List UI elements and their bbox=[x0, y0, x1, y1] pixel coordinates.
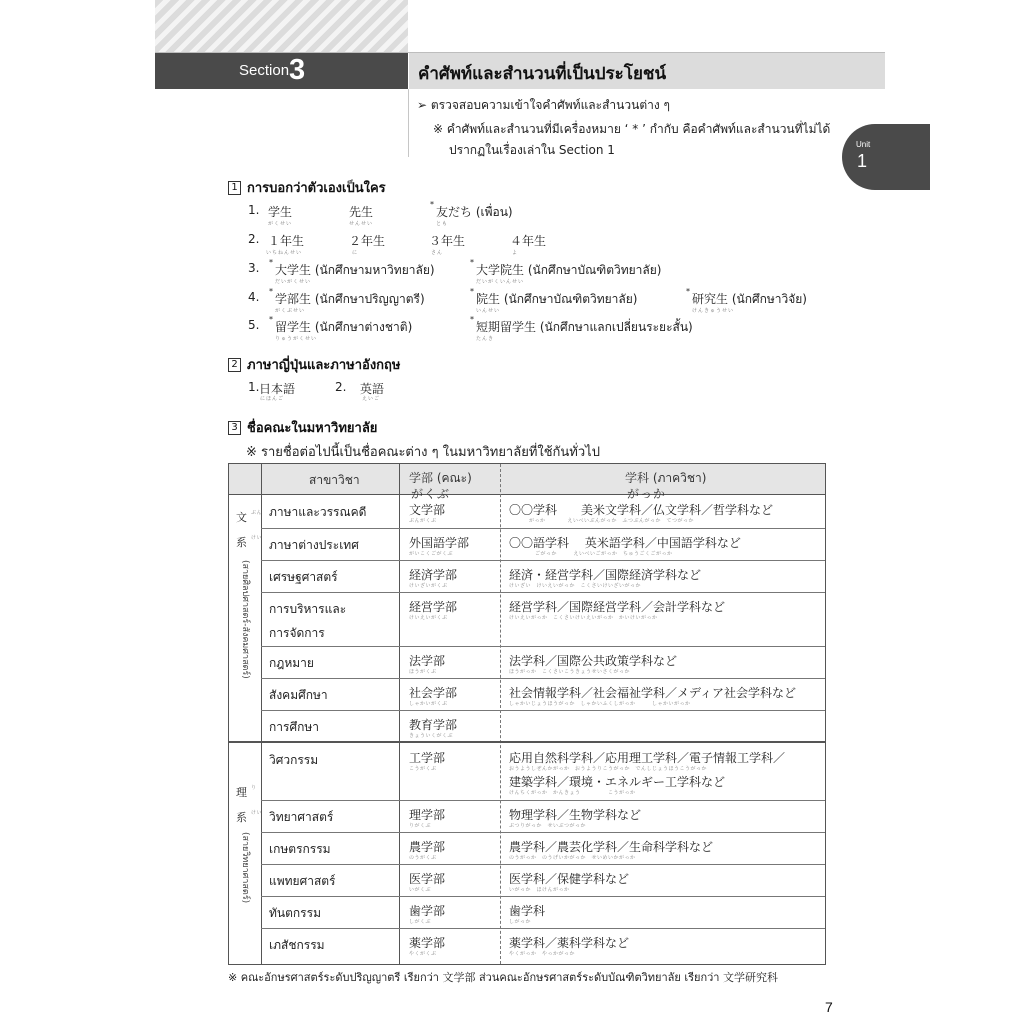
group-1-char-b: 系 bbox=[236, 536, 247, 549]
vocab-item: 短期留学生 (นักศึกษาแลกเปลี่ยนระยะสั้น) bbox=[476, 320, 693, 334]
section-2-title: ภาษาญี่ปุ่นและภาษาอังกฤษ bbox=[247, 358, 401, 373]
furigana: がいこくごがくぶ bbox=[409, 551, 454, 557]
dept-list: 経済・経営学科／国際経済学科など bbox=[509, 568, 702, 582]
furigana: がっか bbox=[627, 487, 667, 501]
furigana: しがくぶ bbox=[409, 919, 432, 925]
furigana: りがくぶ bbox=[409, 823, 432, 829]
field-name: สังคมศึกษา bbox=[269, 688, 328, 702]
header-decoration bbox=[155, 0, 408, 52]
furigana: だいがくいんせい bbox=[476, 279, 525, 285]
faculty-table bbox=[228, 463, 826, 965]
furigana: ほうがくぶ bbox=[409, 669, 437, 675]
furigana: しゃかいがくぶ bbox=[409, 701, 448, 707]
asterisk: * bbox=[269, 287, 273, 296]
field-name: ทันตกรรม bbox=[269, 906, 321, 920]
section-1-number: 1 bbox=[228, 181, 241, 195]
furigana: り bbox=[251, 785, 257, 791]
field-name: การจัดการ bbox=[269, 626, 325, 640]
furigana: さん bbox=[431, 250, 444, 256]
asterisk: * bbox=[470, 315, 474, 324]
row-number: 3. bbox=[248, 261, 260, 275]
furigana: けいざい けいえいがっか こくさいけいざいがっか bbox=[509, 583, 642, 589]
field-name: การศึกษา bbox=[269, 720, 319, 734]
furigana: いがくぶ bbox=[409, 887, 432, 893]
vocab-item: 友だち (เพื่อน) bbox=[436, 205, 513, 219]
furigana: せんせい bbox=[349, 221, 374, 227]
asterisk: * bbox=[269, 258, 273, 267]
vocab-item: 留学生 (นักศึกษาต่างชาติ) bbox=[275, 320, 413, 334]
unit-number: 1 bbox=[857, 151, 868, 171]
group-1-thai-label: (สายศิลปศาสตร์-สังคมศาสตร์) bbox=[240, 560, 250, 679]
furigana: にほんご bbox=[260, 396, 285, 402]
dept-list: 薬学科／薬科学科など bbox=[509, 936, 630, 950]
furigana: ぶんがくぶ bbox=[409, 518, 437, 524]
dept-list: 歯学科 bbox=[509, 904, 546, 918]
vocab-item: ２年生 bbox=[349, 234, 386, 248]
faculty-name: 教育学部 bbox=[409, 718, 458, 732]
field-name: เภสัชกรรม bbox=[269, 938, 325, 952]
dept-list: 応用自然科学科／応用理工学科／電子情報工学科／ bbox=[509, 751, 786, 765]
field-name: เกษตรกรรม bbox=[269, 842, 331, 856]
furigana: けんちくがっか かんきょう こうがっか bbox=[509, 790, 636, 796]
furigana: ほうがっか こくさいこうきょうせいさくがっか bbox=[509, 669, 631, 675]
asterisk: * bbox=[470, 258, 474, 267]
field-name: วิทยาศาสตร์ bbox=[269, 810, 334, 824]
section-1-title: การบอกว่าตัวเองเป็นใคร bbox=[247, 181, 386, 196]
faculty-name: 農学部 bbox=[409, 840, 446, 854]
furigana: ぶつりがっか せいぶつがっか bbox=[509, 823, 587, 829]
furigana: きょういくがくぶ bbox=[409, 733, 454, 739]
furigana: がくぶ bbox=[411, 487, 451, 501]
vocab-item: 英語 bbox=[360, 382, 385, 396]
furigana: やくがっか やっかがっか bbox=[509, 951, 576, 957]
faculty-name: 社会学部 bbox=[409, 686, 458, 700]
furigana: に bbox=[352, 250, 359, 256]
faculty-name: 経済学部 bbox=[409, 568, 458, 582]
vocab-item: 研究生 (นักศึกษาวิจัย) bbox=[692, 292, 807, 306]
asterisk: * bbox=[269, 315, 273, 324]
row-number: 4. bbox=[248, 290, 260, 304]
furigana: こうがくぶ bbox=[409, 766, 437, 772]
furigana: けい bbox=[251, 810, 263, 816]
field-name: เศรษฐศาสตร์ bbox=[269, 570, 338, 584]
header-note-3: ปรากฏในเรื่องเล่าใน Section 1 bbox=[449, 143, 615, 157]
faculty-name: 理学部 bbox=[409, 808, 446, 822]
furigana: がっか えいべいぶんがっか ふつぶんがっか てつがっか bbox=[529, 518, 695, 524]
furigana: りゅうがくせい bbox=[275, 336, 318, 342]
vocab-item: 院生 (นักศึกษาบัณฑิตวิทยาลัย) bbox=[476, 292, 638, 306]
row-divider bbox=[261, 592, 825, 593]
column-divider bbox=[500, 464, 501, 964]
furigana: やくがくぶ bbox=[409, 951, 437, 957]
furigana: おうようしぜんかがっか おうようりこうがっか でんしじょうほうこうがっか bbox=[509, 766, 708, 772]
group-2-char-a: 理 bbox=[236, 786, 247, 799]
row-divider bbox=[261, 832, 825, 833]
row-divider bbox=[261, 864, 825, 865]
vocab-item: 大学院生 (นักศึกษาบัณฑิตวิทยาลัย) bbox=[476, 263, 662, 277]
asterisk: * bbox=[470, 287, 474, 296]
group-divider bbox=[229, 741, 825, 743]
dept-list: 医学科／保健学科など bbox=[509, 872, 630, 886]
faculty-name: 工学部 bbox=[409, 751, 446, 765]
header-faculty: 学部 (คณะ) bbox=[409, 471, 472, 485]
row-number: 2. bbox=[248, 232, 260, 246]
table-header bbox=[229, 464, 825, 501]
dept-list: 〇〇語学科 英米語学科／中国語学科など bbox=[509, 536, 741, 550]
furigana: しがっか bbox=[509, 919, 532, 925]
dept-list: 農学科／農芸化学科／生命科学科など bbox=[509, 840, 714, 854]
section-title: คำศัพท์และสำนวนที่เป็นประโยชน์ bbox=[418, 64, 667, 84]
row-divider bbox=[261, 710, 825, 711]
field-name: แพทยศาสตร์ bbox=[269, 874, 336, 888]
footnote: ※ คณะอักษรศาสตร์ระดับปริญญาตรี เรียกว่า 文学部 ส่วนคณะอักษรศาสตร์ระดับบัณฑิตวิทยาลัย เรียกว่า 文学研究科 bbox=[228, 971, 778, 984]
column-divider bbox=[399, 464, 400, 964]
furigana: たんき bbox=[476, 336, 495, 342]
vocab-item: 学生 bbox=[268, 205, 293, 219]
row-divider bbox=[261, 528, 825, 529]
dept-list: 〇〇学科 美米文学科／仏文学科／哲学科など bbox=[509, 503, 774, 517]
faculty-name: 外国語学部 bbox=[409, 536, 470, 550]
furigana: いがっか ほけんがっか bbox=[509, 887, 570, 893]
section-1-heading bbox=[228, 177, 386, 198]
row-number: 2. bbox=[335, 380, 347, 394]
vocab-item: ４年生 bbox=[510, 234, 547, 248]
furigana: けい bbox=[251, 535, 263, 541]
field-name: ภาษาและวรรณคดี bbox=[269, 505, 367, 519]
faculty-name: 薬学部 bbox=[409, 936, 446, 950]
section-3-number: 3 bbox=[228, 421, 241, 435]
vocab-item: 学部生 (นักศึกษาปริญญาตรี) bbox=[275, 292, 425, 306]
furigana: よ bbox=[512, 250, 519, 256]
faculty-name: 医学部 bbox=[409, 872, 446, 886]
header-note-1: ➢ ตรวจสอบความเข้าใจคำศัพท์และสำนวนต่าง ๆ bbox=[417, 98, 670, 112]
furigana: しゃかいじょうほうがっか しゃかいふくしがっか しゃかいがっか bbox=[509, 701, 691, 707]
field-name: วิศวกรรม bbox=[269, 753, 319, 767]
furigana: ぶん bbox=[251, 510, 263, 516]
row-divider bbox=[261, 646, 825, 647]
section-2-heading bbox=[228, 354, 401, 375]
furigana: えいご bbox=[362, 396, 381, 402]
furigana: いんせい bbox=[476, 308, 501, 314]
dept-list: 建築学科／環境・エネルギー工学科など bbox=[509, 775, 726, 789]
divider bbox=[408, 89, 409, 157]
dept-list: 物理学科／生物学科など bbox=[509, 808, 642, 822]
furigana: がくぶせい bbox=[275, 308, 306, 314]
dept-list: 法学科／国際公共政策学科など bbox=[509, 654, 678, 668]
row-divider bbox=[261, 678, 825, 679]
group-2-char-b: 系 bbox=[236, 811, 247, 824]
dept-list: 社会情報学科／社会福祉学科／メディア社会学科など bbox=[509, 686, 797, 700]
section-badge bbox=[155, 53, 408, 89]
section-number: 3 bbox=[289, 54, 306, 86]
furigana: けいざいがくぶ bbox=[409, 583, 448, 589]
group-1-char-a: 文 bbox=[236, 511, 247, 524]
row-divider bbox=[261, 560, 825, 561]
faculty-name: 経営学部 bbox=[409, 600, 458, 614]
furigana: ごがっか えいべいごがっか ちゅうごくごがっか bbox=[535, 551, 673, 557]
section-title-bar bbox=[409, 53, 885, 89]
furigana: のうがっか のうげいかがっか せいめいかがっか bbox=[509, 855, 636, 861]
furigana: いちねんせい bbox=[266, 250, 303, 256]
vocab-item: 先生 bbox=[349, 205, 374, 219]
unit-label: Unit bbox=[856, 140, 871, 149]
header-field: สาขาวิชา bbox=[309, 473, 360, 487]
asterisk: * bbox=[686, 287, 690, 296]
section-label: Section bbox=[239, 62, 290, 79]
vocab-item: 大学生 (นักศึกษามหาวิทยาลัย) bbox=[275, 263, 435, 277]
unit-tab bbox=[842, 124, 930, 190]
section-2-number: 2 bbox=[228, 358, 241, 372]
group-2-thai-label: (สายวิทยาศาสตร์) bbox=[240, 832, 250, 904]
section-3-heading bbox=[228, 417, 377, 438]
header-note-2: ※ คำศัพท์และสำนวนที่มีเครื่องหมาย ‘ * ’ กำกับ คือคำศัพท์และสำนวนที่ไม่ได้ bbox=[433, 122, 831, 136]
page-number: 7 bbox=[825, 999, 833, 1015]
field-name: การบริหารและ bbox=[269, 602, 347, 616]
row-number: 1. bbox=[248, 203, 260, 217]
furigana: けんきゅうせい bbox=[692, 308, 735, 314]
furigana: けいえいがっか こくさいけいえいがっか かいけいがっか bbox=[509, 615, 658, 621]
row-divider bbox=[261, 800, 825, 801]
row-divider bbox=[261, 896, 825, 897]
field-name: ภาษาต่างประเทศ bbox=[269, 538, 359, 552]
faculty-name: 文学部 bbox=[409, 503, 446, 517]
faculty-name: 法学部 bbox=[409, 654, 446, 668]
furigana: けいえいがくぶ bbox=[409, 615, 448, 621]
furigana: のうがくぶ bbox=[409, 855, 437, 861]
furigana: がくせい bbox=[268, 221, 293, 227]
header-dept: 学科 (ภาควิชา) bbox=[625, 471, 707, 485]
asterisk: * bbox=[430, 200, 434, 209]
furigana: とも bbox=[436, 221, 449, 227]
field-name: กฎหมาย bbox=[269, 656, 314, 670]
section-3-note: ※ รายชื่อต่อไปนี้เป็นชื่อคณะต่าง ๆ ในมหาวิทยาลัยที่ใช้กันทั่วไป bbox=[246, 445, 600, 460]
vocab-item: ３年生 bbox=[429, 234, 466, 248]
furigana: だいがくせい bbox=[275, 279, 312, 285]
row-number: 1. bbox=[248, 380, 260, 394]
row-number: 5. bbox=[248, 318, 260, 332]
dept-list: 経営学科／国際経営学科／会計学科など bbox=[509, 600, 726, 614]
section-3-title: ชื่อคณะในมหาวิทยาลัย bbox=[247, 421, 378, 436]
row-divider bbox=[261, 928, 825, 929]
faculty-name: 歯学部 bbox=[409, 904, 446, 918]
vocab-item: １年生 bbox=[268, 234, 305, 248]
vocab-item: 日本語 bbox=[259, 382, 296, 396]
